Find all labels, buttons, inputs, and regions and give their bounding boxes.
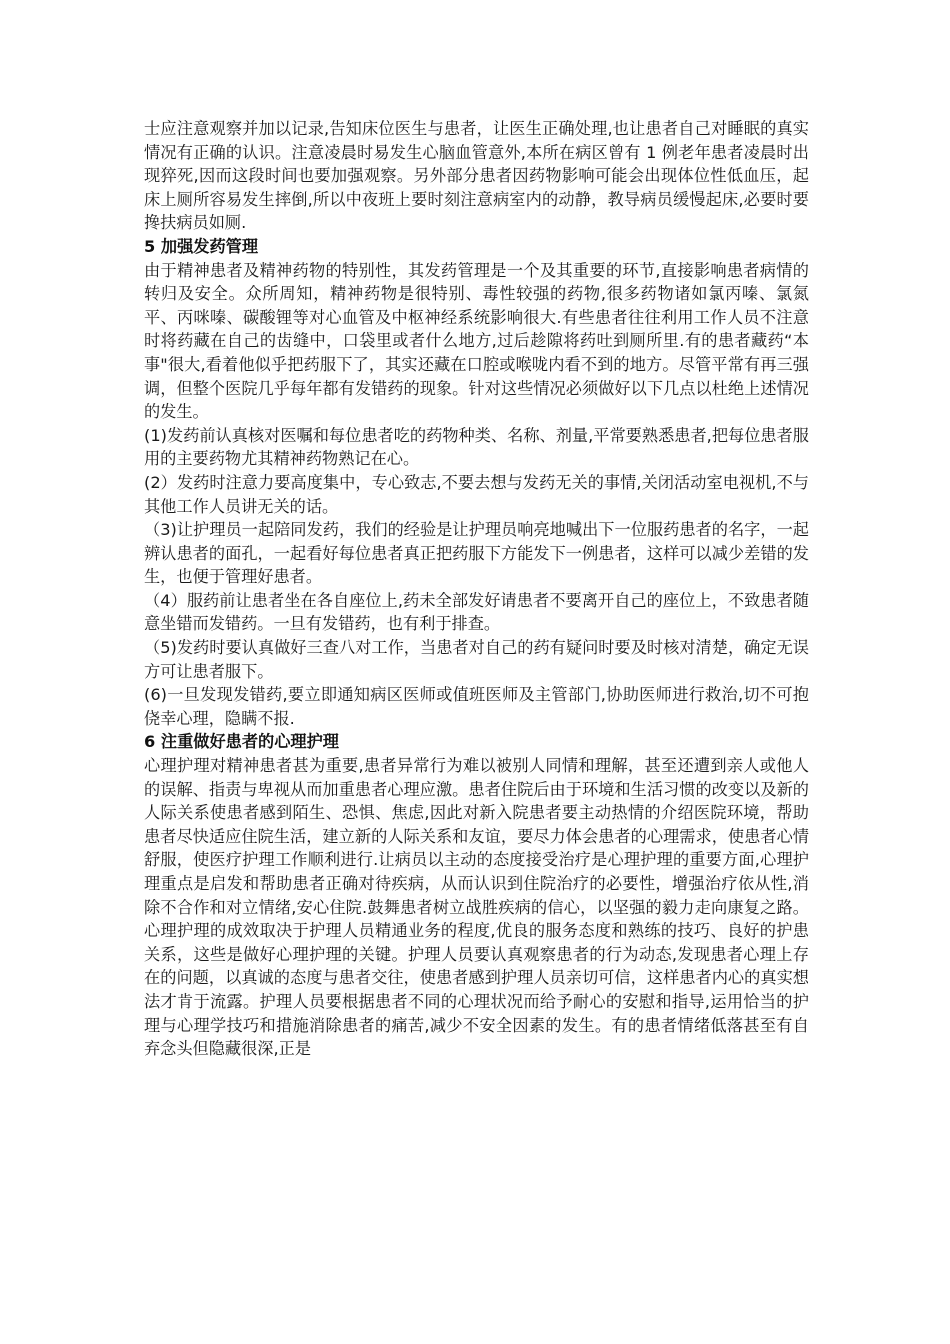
paragraph-item-2: (2）发药时注意力要高度集中，专心致志,不要去想与发药无关的事情,关闭活动室电视机,不与其他工作人员讲无关的话。 <box>144 472 809 516</box>
paragraph-item-3: （3)让护理员一起陪同发药，我们的经验是让护理员响亮地喊出下一位服药患者的名字，一起辨认患者的面孔，一起看好每位患者真正把药服下方能发下一例患者，这样可以减少差错的发生，也便于管理好患者。 <box>144 520 809 587</box>
paragraph-medication-intro: 由于精神患者及精神药物的特别性，其发药管理是一个及其重要的环节,直接影响患者病情的转归及安全。众所周知，精神药物是很特别、毒性较强的药物,很多药物诸如氯丙嗪、氯氮平、丙咪嗪、碳酸锂等对心血管及中枢神经系统影响很大.有些患者往往利用工作人员不注意时将药藏在自己的齿缝中，口袋里或者什么地方,过后趁隙将药吐到厕所里.有的患者藏药“本事"很大,看着他似乎把药服下了，其实还藏在口腔或喉咙内看不到的地方。尽管平常有再三强调，但整个医院几乎每年都有发错药的现象。针对这些情况必须做好以下几点以杜绝上述情况的发生。 <box>144 260 809 422</box>
paragraph-item-5: （5)发药时要认真做好三查八对工作，当患者对自己的药有疑问时要及时核对清楚，确定无误方可让患者服下。 <box>144 638 809 681</box>
document-body <box>144 117 809 1061</box>
section-heading-psychological-care: 6 注重做好患者的心理护理 <box>144 732 339 752</box>
paragraph-night-shift-observation: 士应注意观察并加以记录,告知床位医生与患者，让医生正确处理,也让患者自己对睡眠的真实情况有正确的认识。注意凌晨时易发生心脑血管意外,本所在病区曾有 1 例老年患者凌晨时出现猝死,因而这段时间也要加强观察。另外部分患者因药物影响可能会出现体位性低血压，起床上厕所容易发生摔倒,所以中夜班上要时刻注意病室内的动静，教导病员缓慢起床,必要时要搀扶病员如厕. <box>144 119 809 233</box>
paragraph-item-4: （4）服药前让患者坐在各自座位上,药未全部发好请患者不要离开自己的座位上，不致患者随意坐错而发错药。一旦有发错药，也有利于排查。 <box>144 590 809 634</box>
paragraph-psychological-care: 心理护理对精神患者甚为重要,患者异常行为难以被别人同情和理解，甚至还遭到亲人或他人的误解、指责与卑视从而加重患者心理应激。患者住院后由于环境和生活习惯的改变以及新的人际关系使患者感到陌生、恐惧、焦虑,因此对新入院患者要主动热情的介绍医院环境，帮助患者尽快适应住院生活，建立新的人际关系和友谊，要尽力体会患者的心理需求，使患者心情舒服，使医疗护理工作顺利进行.让病员以主动的态度接受治疗是心理护理的重要方面,心理护理重点是启发和帮助患者正确对待疾病，从而认识到住院治疗的必要性，增强治疗依从性,消除不合作和对立情绪,安心住院.鼓舞患者树立战胜疾病的信心，以坚强的毅力走向康复之路。心理护理的成效取决于护理人员精通业务的程度,优良的服务态度和熟练的技巧、良好的护患关系，这些是做好心理护理的关键。护理人员要认真观察患者的行为动态,发现患者心理上存在的问题，以真诚的态度与患者交往，使患者感到护理人员亲切可信，这样患者内心的真实想法才肯于流露。护理人员要根据患者不同的心理状况而给予耐心的安慰和指导,运用恰当的护理与心理学技巧和措施消除患者的痛苦,减少不安全因素的发生。有的患者情绪低落甚至有自弃念头但隐藏很深,正是 <box>144 756 809 1059</box>
paragraph-item-6: (6)一旦发现发错药,要立即通知病区医师或值班医师及主管部门,协助医师进行救治,切不可抱侥幸心理，隐瞒不报. <box>144 685 809 728</box>
section-heading-medication-management: 5 加强发药管理 <box>144 236 259 256</box>
paragraph-item-1: (1)发药前认真核对医嘱和每位患者吃的药物种类、名称、剂量,平常要熟悉患者,把每位患者服用的主要药物尤其精神药物熟记在心。 <box>144 425 809 469</box>
